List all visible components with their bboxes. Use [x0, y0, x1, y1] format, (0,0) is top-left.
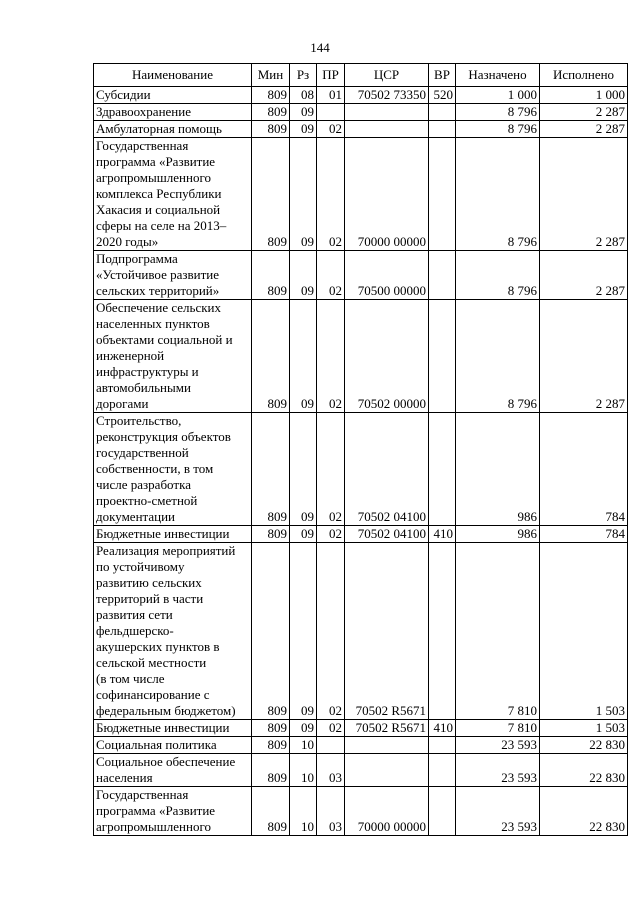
cell-name-line: Субсидии: [96, 87, 151, 102]
cell-min: 809: [252, 787, 290, 836]
cell-name-line: Бюджетные инвестиции: [96, 720, 230, 735]
cell-name-line: Хакасия и социальной: [96, 202, 221, 217]
cell-min: 809: [252, 300, 290, 413]
header-rz: Рз: [290, 64, 317, 87]
cell-executed: 1 000: [540, 87, 628, 104]
cell-name-line: числе разработка: [96, 477, 191, 492]
cell-csr: 70502 04100: [345, 526, 429, 543]
cell-executed: 22 830: [540, 737, 628, 754]
cell-pr: 02: [317, 720, 345, 737]
cell-executed: 784: [540, 526, 628, 543]
cell-min: 809: [252, 754, 290, 787]
cell-name-line: инженерной: [96, 348, 165, 363]
cell-name: [94, 87, 252, 104]
cell-vr: 410: [429, 720, 456, 737]
table-row: [94, 300, 628, 413]
cell-name-line: Реализация мероприятий: [96, 543, 236, 558]
cell-assigned: 8 796: [456, 300, 540, 413]
header-name: Наименование: [94, 64, 252, 87]
header-pr: ПР: [317, 64, 345, 87]
cell-name-line: 2020 годы»: [96, 234, 159, 249]
cell-name-line: агропромышленного: [96, 819, 211, 834]
cell-csr: 70502 R5671: [345, 720, 429, 737]
cell-rz: 10: [290, 737, 317, 754]
cell-executed: 2 287: [540, 121, 628, 138]
table-row: [94, 737, 628, 754]
cell-name-line: программа «Развитие: [96, 803, 216, 818]
cell-name-line: проектно-сметной: [96, 493, 198, 508]
cell-csr: [345, 104, 429, 121]
table-header-row: [94, 64, 628, 87]
cell-rz: 09: [290, 104, 317, 121]
cell-pr: [317, 737, 345, 754]
cell-name: [94, 413, 252, 526]
cell-csr: 70000 00000: [345, 787, 429, 836]
cell-name-line: Социальная политика: [96, 737, 217, 752]
cell-min: 809: [252, 526, 290, 543]
cell-assigned: 986: [456, 526, 540, 543]
table-row: [94, 104, 628, 121]
cell-executed: 22 830: [540, 754, 628, 787]
cell-executed: 2 287: [540, 251, 628, 300]
cell-name-line: Здравоохранение: [96, 104, 191, 119]
cell-name: [94, 526, 252, 543]
cell-executed: 2 287: [540, 104, 628, 121]
table-row: [94, 526, 628, 543]
cell-csr: [345, 121, 429, 138]
cell-name-line: (в том числе: [96, 671, 165, 686]
cell-csr: 70500 00000: [345, 251, 429, 300]
cell-rz: 09: [290, 413, 317, 526]
cell-name-line: софинансирование с: [96, 687, 210, 702]
cell-min: 809: [252, 720, 290, 737]
cell-name-line: Социальное обеспечение: [96, 754, 236, 769]
cell-vr: [429, 754, 456, 787]
cell-name-line: Амбулаторная помощь: [96, 121, 222, 136]
cell-name-line: сельских территорий»: [96, 283, 220, 298]
budget-table: [93, 63, 628, 836]
cell-vr: [429, 300, 456, 413]
table-row: [94, 787, 628, 836]
cell-name-line: сельской местности: [96, 655, 207, 670]
cell-min: 809: [252, 413, 290, 526]
table-row: [94, 413, 628, 526]
cell-pr: 02: [317, 121, 345, 138]
cell-name-line: Государственная: [96, 138, 189, 153]
cell-name-line: комплекса Республики: [96, 186, 222, 201]
header-csr: ЦСР: [345, 64, 429, 87]
cell-executed: 2 287: [540, 300, 628, 413]
cell-assigned: 23 593: [456, 787, 540, 836]
cell-name-line: по устойчивому: [96, 559, 185, 574]
cell-rz: 08: [290, 87, 317, 104]
cell-name: [94, 121, 252, 138]
header-executed: Исполнено: [540, 64, 628, 87]
cell-csr: 70000 00000: [345, 138, 429, 251]
cell-assigned: 7 810: [456, 543, 540, 720]
cell-name-line: автомобильными: [96, 380, 191, 395]
cell-pr: 02: [317, 543, 345, 720]
cell-csr: 70502 73350: [345, 87, 429, 104]
cell-name-line: дорогами: [96, 396, 149, 411]
cell-pr: 01: [317, 87, 345, 104]
cell-min: 809: [252, 543, 290, 720]
cell-executed: 22 830: [540, 787, 628, 836]
cell-name-line: территорий в части: [96, 591, 204, 606]
header-min: Мин: [252, 64, 290, 87]
cell-assigned: 8 796: [456, 121, 540, 138]
cell-csr: 70502 04100: [345, 413, 429, 526]
cell-rz: 09: [290, 251, 317, 300]
cell-rz: 09: [290, 138, 317, 251]
cell-name-line: Государственная: [96, 787, 189, 802]
cell-vr: 520: [429, 87, 456, 104]
cell-name-line: документации: [96, 509, 176, 524]
cell-vr: [429, 413, 456, 526]
cell-name-line: развития сети: [96, 607, 173, 622]
cell-csr: [345, 737, 429, 754]
cell-name: [94, 787, 252, 836]
cell-name: [94, 543, 252, 720]
cell-name-line: сферы на селе на 2013–: [96, 218, 227, 233]
cell-vr: [429, 121, 456, 138]
cell-assigned: 986: [456, 413, 540, 526]
cell-name-line: объектами социальной и: [96, 332, 233, 347]
cell-name: [94, 138, 252, 251]
cell-csr: 70502 R5671: [345, 543, 429, 720]
cell-rz: 09: [290, 300, 317, 413]
cell-vr: [429, 251, 456, 300]
cell-name: [94, 300, 252, 413]
cell-name-line: Строительство,: [96, 413, 182, 428]
cell-executed: 784: [540, 413, 628, 526]
cell-rz: 09: [290, 121, 317, 138]
cell-assigned: 7 810: [456, 720, 540, 737]
cell-assigned: 23 593: [456, 737, 540, 754]
cell-rz: 09: [290, 526, 317, 543]
cell-name-line: программа «Развитие: [96, 154, 216, 169]
cell-name: [94, 251, 252, 300]
table-row: [94, 720, 628, 737]
cell-name: [94, 720, 252, 737]
table-row: [94, 251, 628, 300]
cell-executed: 1 503: [540, 720, 628, 737]
cell-assigned: 1 000: [456, 87, 540, 104]
cell-name-line: Бюджетные инвестиции: [96, 526, 230, 541]
cell-min: 809: [252, 121, 290, 138]
cell-name-line: Подпрограмма: [96, 251, 178, 266]
cell-name-line: акушерских пунктов в: [96, 639, 220, 654]
cell-pr: 02: [317, 413, 345, 526]
cell-assigned: 23 593: [456, 754, 540, 787]
cell-pr: 02: [317, 526, 345, 543]
cell-vr: [429, 138, 456, 251]
cell-name-line: фельдшерско-: [96, 623, 174, 638]
table-row: [94, 754, 628, 787]
cell-name: [94, 104, 252, 121]
cell-min: 809: [252, 251, 290, 300]
cell-name-line: Обеспечение сельских: [96, 300, 221, 315]
cell-name-line: реконструкция объектов: [96, 429, 231, 444]
cell-rz: 09: [290, 543, 317, 720]
table-row: [94, 87, 628, 104]
cell-name-line: населенных пунктов: [96, 316, 210, 331]
cell-name-line: инфраструктуры и: [96, 364, 199, 379]
header-vr: ВР: [429, 64, 456, 87]
cell-assigned: 8 796: [456, 104, 540, 121]
cell-csr: 70502 00000: [345, 300, 429, 413]
cell-rz: 09: [290, 720, 317, 737]
cell-min: 809: [252, 138, 290, 251]
cell-pr: 02: [317, 300, 345, 413]
cell-name-line: государственной: [96, 445, 189, 460]
cell-min: 809: [252, 737, 290, 754]
cell-name: [94, 754, 252, 787]
cell-assigned: 8 796: [456, 251, 540, 300]
cell-pr: 02: [317, 251, 345, 300]
cell-name-line: федеральным бюджетом): [96, 703, 236, 718]
cell-csr: [345, 754, 429, 787]
cell-executed: 1 503: [540, 543, 628, 720]
cell-rz: 10: [290, 787, 317, 836]
cell-name-line: развитию сельских: [96, 575, 202, 590]
cell-min: 809: [252, 104, 290, 121]
cell-pr: 03: [317, 787, 345, 836]
cell-min: 809: [252, 87, 290, 104]
cell-name-line: агропромышленного: [96, 170, 211, 185]
cell-rz: 10: [290, 754, 317, 787]
cell-name: [94, 737, 252, 754]
table-row: [94, 543, 628, 720]
cell-vr: [429, 543, 456, 720]
table-row: [94, 121, 628, 138]
cell-pr: [317, 104, 345, 121]
header-assigned: Назначено: [456, 64, 540, 87]
cell-assigned: 8 796: [456, 138, 540, 251]
cell-vr: 410: [429, 526, 456, 543]
cell-vr: [429, 787, 456, 836]
cell-vr: [429, 104, 456, 121]
cell-pr: 02: [317, 138, 345, 251]
table-row: [94, 138, 628, 251]
cell-name-line: населения: [96, 770, 153, 785]
cell-name-line: собственности, в том: [96, 461, 214, 476]
cell-vr: [429, 737, 456, 754]
cell-executed: 2 287: [540, 138, 628, 251]
cell-pr: 03: [317, 754, 345, 787]
page-number: 144: [310, 40, 330, 55]
cell-name-line: «Устойчивое развитие: [96, 267, 220, 282]
